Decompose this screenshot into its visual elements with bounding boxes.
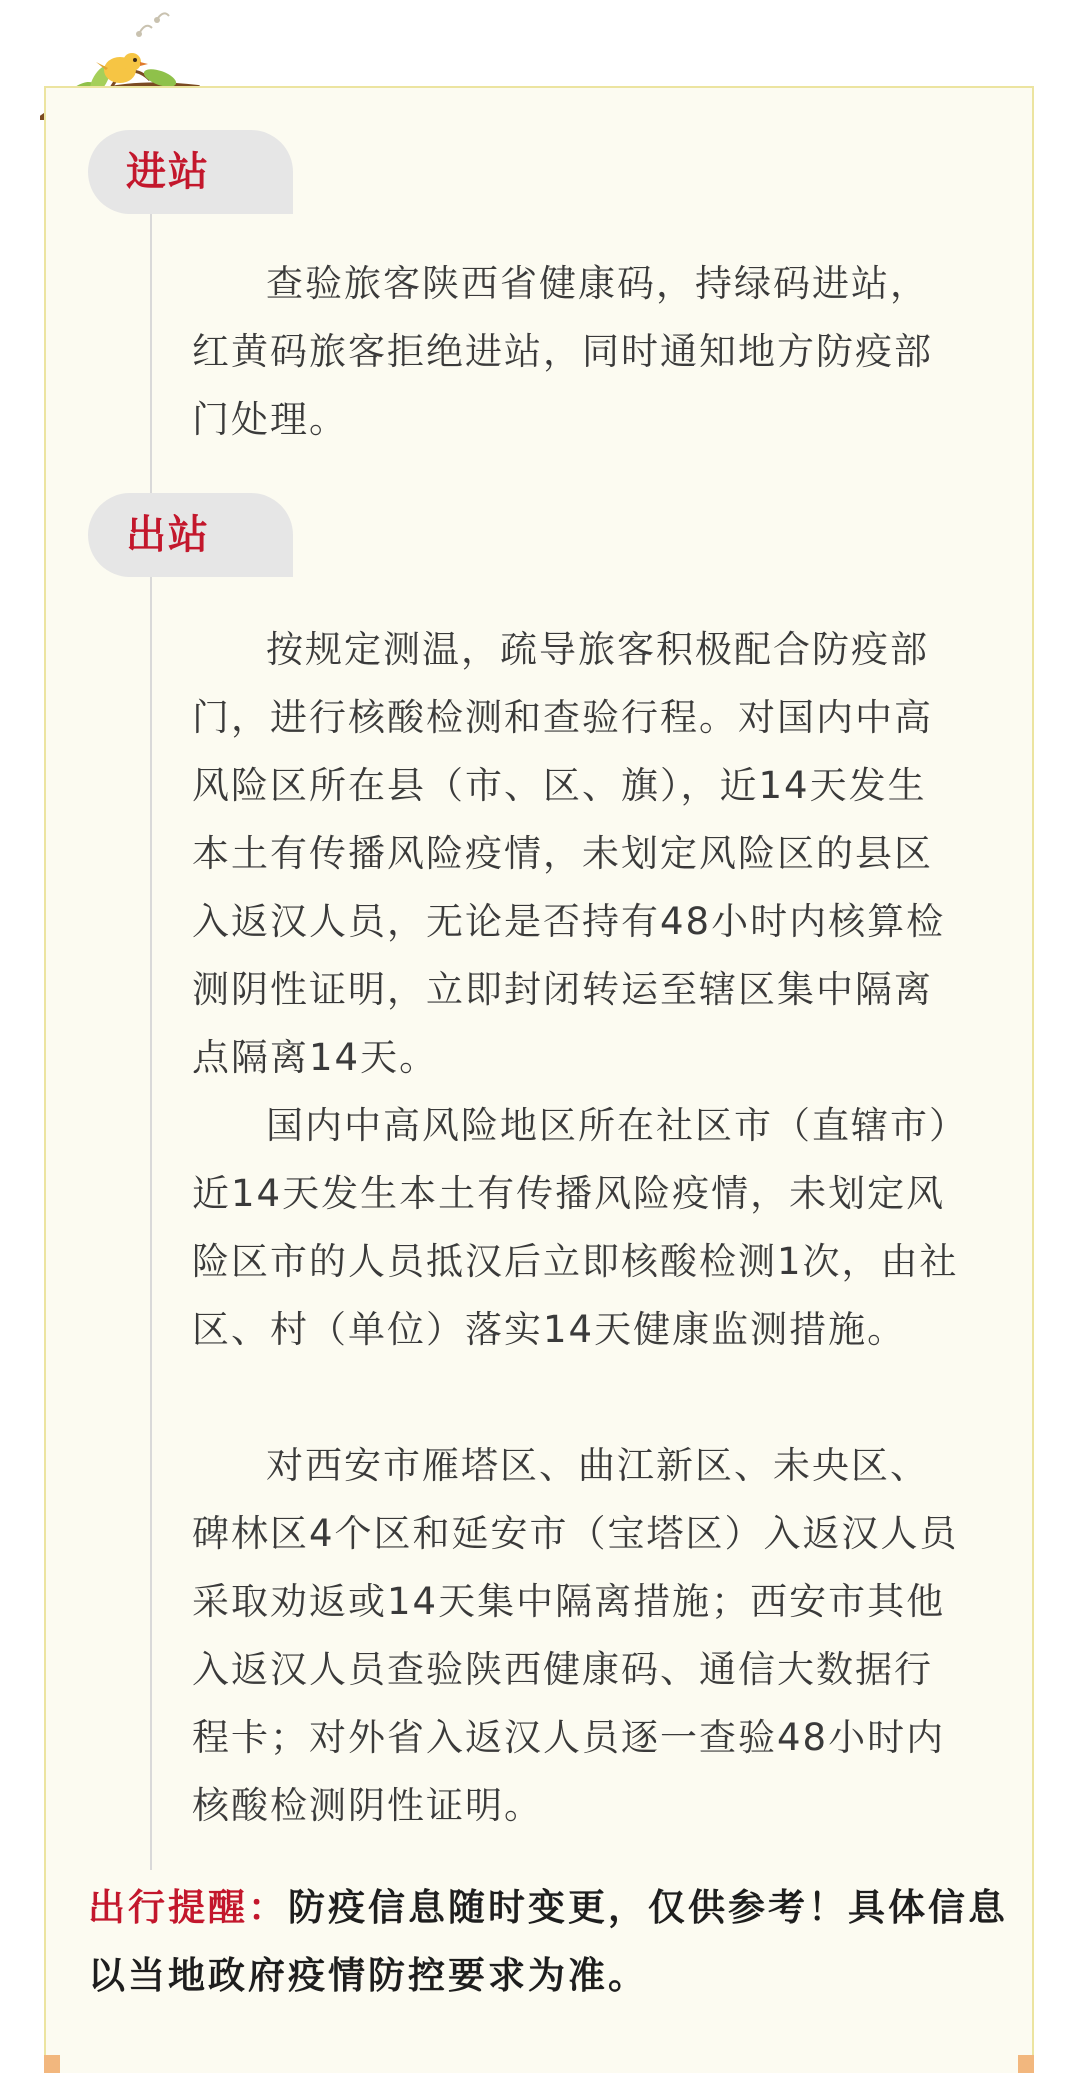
section-title-entry: 进站 [88, 130, 293, 214]
exit-paragraph-2: 国内中高风险地区所在社区市（直辖市）近14天发生本土有传播风险疫情，未划定风险区市的人员抵汉后立即核酸检测1次，由社区、村（单位）落实14天健康监测措施。 [192, 1104, 959, 1351]
timeline-line [150, 200, 152, 1870]
corner-decoration-left [44, 2055, 60, 2073]
section-title-exit: 出站 [88, 493, 293, 577]
reminder-label: 出行提醒： [88, 1886, 288, 1929]
travel-reminder [88, 1874, 1008, 2010]
reminder-text: 防疫信息随时变更，仅供参考！具体信息以当地政府疫情防控要求为准。 [88, 1886, 1008, 1997]
entry-paragraph: 查验旅客陕西省健康码，持绿码进站，红黄码旅客拒绝进站，同时通知地方防疫部门处理。 [192, 262, 933, 441]
exit-paragraph-3: 对西安市雁塔区、曲江新区、未央区、碑林区4个区和延安市（宝塔区）入返汉人员采取劝返或14天集中隔离措施；西安市其他入返汉人员查验陕西健康码、通信大数据行程卡；对外省入返汉人员逐一查验48小时内核酸检测阴性证明。 [192, 1444, 959, 1827]
exit-paragraph-1: 按规定测温，疏导旅客积极配合防疫部门，进行核酸检测和查验行程。对国内中高风险区所在县（市、区、旗），近14天发生本土有传播风险疫情，未划定风险区的县区入返汉人员，无论是否持有48小时内核算检测阴性证明，立即封闭转运至辖区集中隔离点隔离14天。 [192, 628, 946, 1079]
corner-decoration-right [1018, 2055, 1034, 2073]
